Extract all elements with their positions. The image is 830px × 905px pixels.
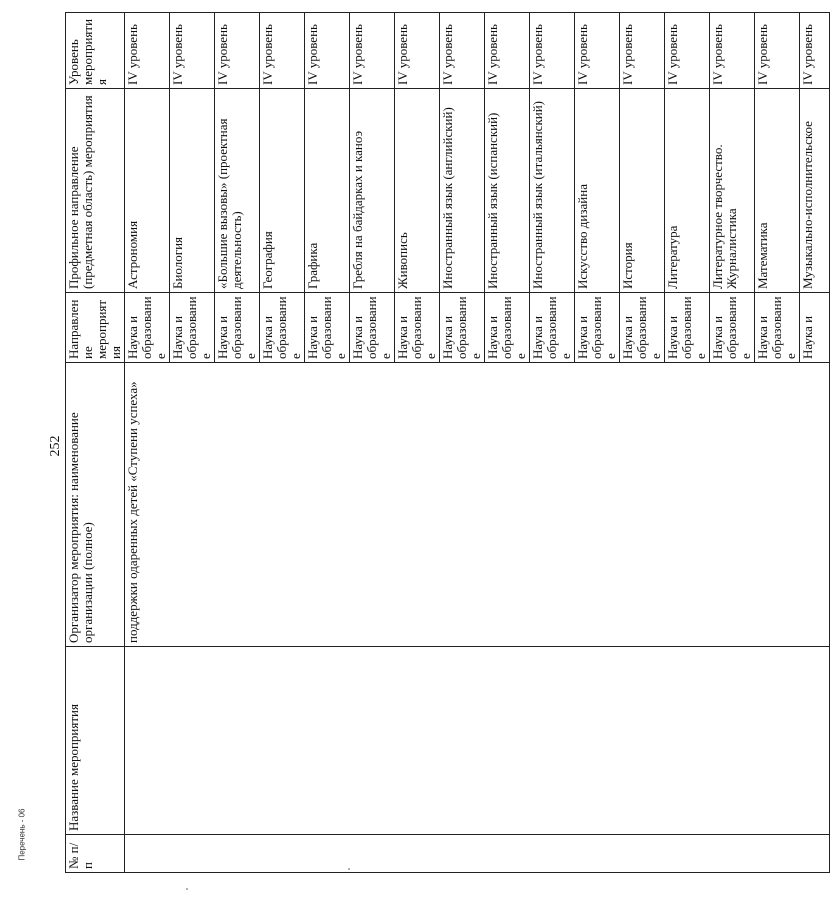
- cell-level: IV уровень: [665, 13, 710, 89]
- cell-profile: «Большие вызовы» (проектная деятельность): [215, 89, 260, 293]
- cell-direction: Наука и образование: [575, 293, 620, 363]
- cell-direction: Наука и образование: [395, 293, 440, 363]
- cell-profile: Иностранный язык (испанский): [485, 89, 530, 293]
- cell-level: IV уровень: [755, 13, 800, 89]
- cell-profile: География: [260, 89, 305, 293]
- table-header-row: [66, 13, 125, 873]
- header-profile: Профильное направление (предметная область) мероприятия: [66, 89, 125, 293]
- cell-direction: Наука и образование: [305, 293, 350, 363]
- cell-profile: Музыкально-исполнительское: [800, 89, 830, 293]
- cell-direction: Наука и образование: [440, 293, 485, 363]
- cell-level: IV уровень: [440, 13, 485, 89]
- cell-level: IV уровень: [710, 13, 755, 89]
- cell-level: IV уровень: [260, 13, 305, 89]
- cell-level: IV уровень: [305, 13, 350, 89]
- table-body: [125, 13, 830, 873]
- page-number: 252: [48, 435, 63, 457]
- cell-level: IV уровень: [575, 13, 620, 89]
- cell-profile: Живопись: [395, 89, 440, 293]
- cell-direction: Наука и: [800, 293, 830, 363]
- cell-level: IV уровень: [485, 13, 530, 89]
- scan-speck: [348, 868, 350, 870]
- header-level: Уровень мероприятия: [66, 13, 125, 89]
- rotated-page: [65, 13, 815, 873]
- cell-level: IV уровень: [170, 13, 215, 89]
- cell-direction: Наука и образование: [665, 293, 710, 363]
- cell-profile: Литературное творчество. Журналистика: [710, 89, 755, 293]
- cell-level: IV уровень: [350, 13, 395, 89]
- header-direction: Направление мероприятия: [66, 293, 125, 363]
- cell-profile: Иностранный язык (итальянский): [530, 89, 575, 293]
- cell-profile: Графика: [305, 89, 350, 293]
- header-num: № п/п: [66, 835, 125, 873]
- cell-level: IV уровень: [395, 13, 440, 89]
- cell-profile: Биология: [170, 89, 215, 293]
- events-table: [65, 12, 830, 873]
- cell-direction: Наука и образование: [530, 293, 575, 363]
- cell-direction: Наука и образование: [170, 293, 215, 363]
- cell-event-name: [125, 647, 830, 835]
- cell-level: IV уровень: [800, 13, 830, 89]
- cell-direction: Наука и образование: [485, 293, 530, 363]
- cell-direction: Наука и образование: [755, 293, 800, 363]
- cell-profile: Литература: [665, 89, 710, 293]
- cell-direction: Наука и образование: [125, 293, 170, 363]
- cell-level: IV уровень: [530, 13, 575, 89]
- cell-direction: Наука и образование: [215, 293, 260, 363]
- cell-level: IV уровень: [125, 13, 170, 89]
- scan-speck: [186, 888, 188, 890]
- cell-direction: Наука и образование: [620, 293, 665, 363]
- cell-profile: Иностранный язык (английский): [440, 89, 485, 293]
- cell-direction: Наука и образование: [710, 293, 755, 363]
- cell-level: IV уровень: [620, 13, 665, 89]
- cell-level: IV уровень: [215, 13, 260, 89]
- cell-profile: Астрономия: [125, 89, 170, 293]
- cell-organizer: поддержки одаренных детей «Ступени успеха»: [125, 363, 830, 647]
- cell-profile: Гребля на байдарках и каноэ: [350, 89, 395, 293]
- table-row: [125, 13, 170, 873]
- cell-profile: Искусство дизайна: [575, 89, 620, 293]
- cell-profile: Математика: [755, 89, 800, 293]
- header-event-name: Название мероприятия: [66, 647, 125, 835]
- cell-num: [125, 835, 830, 873]
- cell-direction: Наука и образование: [350, 293, 395, 363]
- footer-note: Перечень - 06: [17, 808, 27, 861]
- cell-direction: Наука и образование: [260, 293, 305, 363]
- cell-profile: История: [620, 89, 665, 293]
- header-organizer: Организатор мероприятия: наименование организации (полное): [66, 363, 125, 647]
